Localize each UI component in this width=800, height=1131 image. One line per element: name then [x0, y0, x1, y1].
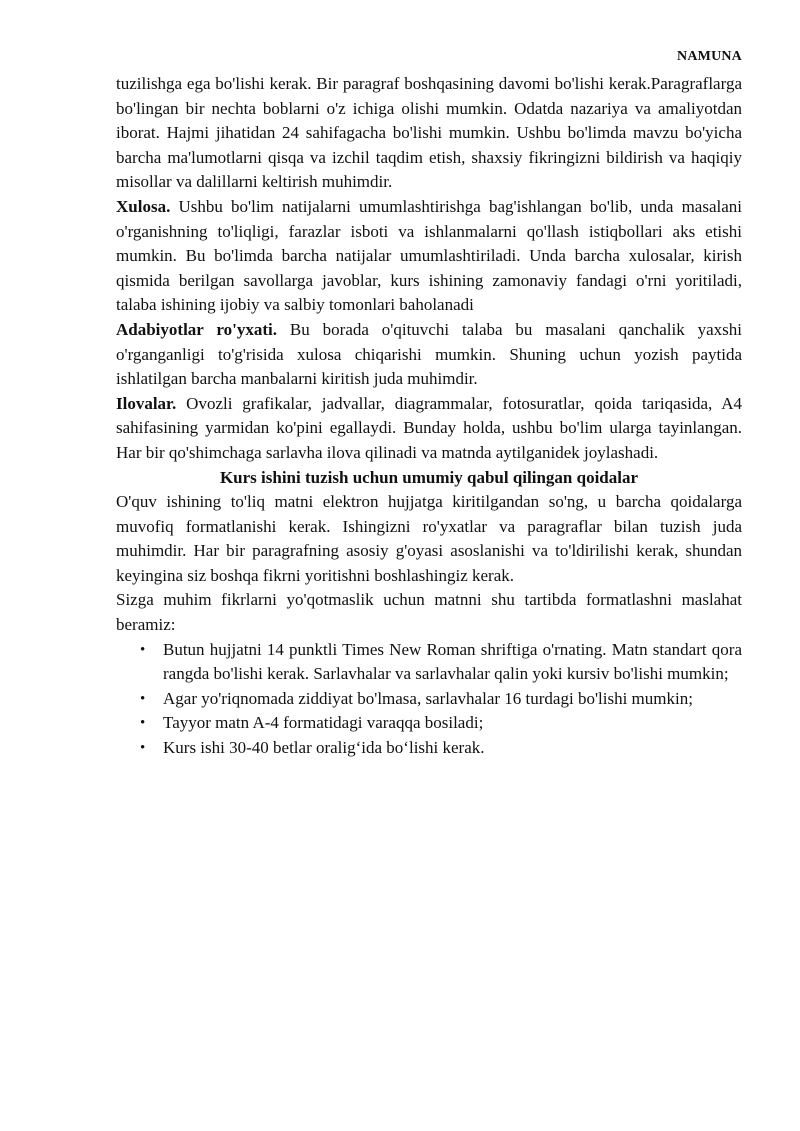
references-lead: Adabiyotlar ro'yxati.: [116, 319, 278, 339]
references-paragraph: [116, 318, 742, 392]
intro-paragraph: O'quv ishining to'liq matni elektron hujjatga kiritilgandan so'ng, u barcha qoidalarga muvofiq formatlanishi kerak. Ishingizni ro'yxatlar va paragraflar bilan tuzish juda muhimdir. Har bir paragrafning asosiy g'oyasi asoslanishi va to'ldirilishi kerak, shundan keyingina siz boshqa fikrni yoritishni boshlashingiz kerak.: [116, 492, 742, 585]
bullet-icon: •: [140, 641, 146, 658]
list-item: [116, 711, 742, 736]
conclusion-text: Ushbu bo'lim natijalarni umumlashtirishga bag'ishlangan bo'lib, unda masalani o'rganishning to'liqligi, farazlar isboti va ishlanmalarni qo'llash istiqbollari aks etishi mumkin. Bu bo'limda barcha natijalar umumlashtiriladi. Unda barcha xulosalar, kirish qismida berilgan savollarga javoblar, kurs ishining zamonaviy fandagi o'rni yoritiladi, talaba ishining ijobiy va salbiy tomonlari baholanadi: [116, 196, 742, 315]
document-page: [116, 46, 742, 761]
advice-paragraph: Sizga muhim fikrlarni yo'qotmaslik uchun matnni shu tartibda formatlashni maslahat beramiz:: [116, 590, 742, 635]
list-item: [116, 687, 742, 712]
list-item: [116, 638, 742, 687]
appendix-lead: Ilovalar.: [116, 393, 177, 413]
list-item-text: Butun hujjatni 14 punktli Times New Roman shriftiga o'rnating. Matn standart qora rangda bo'lishi kerak. Sarlavhalar va sarlavhalar qalin yoki kursiv bo'lishi mumkin;: [163, 639, 742, 684]
references-text: Bu borada o'qituvchi talaba bu masalani qanchalik yaxshi o'rganganligi to'g'risida xulosa chiqarishi mumkin. Shuning uchun yozish paytida ishlatilgan barcha manbalarni kiritish juda muhimdir.: [116, 319, 742, 389]
bullet-icon: •: [140, 740, 146, 757]
conclusion-lead: Xulosa.: [116, 196, 171, 216]
list-item-text: Tayyor matn A-4 formatidagi varaqqa bosiladi;: [163, 713, 484, 733]
list-item: [116, 736, 742, 761]
bullet-icon: •: [140, 690, 146, 707]
rules-list: [116, 638, 742, 761]
appendix-text: Ovozli grafikalar, jadvallar, diagrammalar, fotosuratlar, qoida tariqasida, A4 sahifasining yarmidan ko'pini egallaydi. Bunday holda, ushbu bo'lim ularga tayinlangan. Har bir qo'shimchaga sarlavha ilova qilinadi va matnda aytilganidek joylashadi.: [116, 393, 742, 462]
body-paragraph: tuzilishga ega bo'lishi kerak. Bir paragraf boshqasining davomi bo'lishi kerak.Paragraflarga bo'lingan bir nechta boblarni o'z ichiga olishi mumkin. Odatda nazariya va amaliyotdan iborat. Hajmi jihatidan 24 sahifagacha bo'lishi mumkin. Ushbu bo'limda mavzu bo'yicha barcha ma'lumotlarni qisqa va izchil taqdim etish, shaxsiy fikringizni bildirish va haqiqiy misollar va dalillarni keltirish muhimdir.: [116, 74, 742, 192]
list-item-text: Kurs ishi 30-40 betlar oralig‘ida bo‘lishi kerak.: [163, 738, 485, 758]
bullet-icon: •: [140, 715, 146, 732]
appendix-paragraph: [116, 392, 742, 466]
page-header: NAMUNA: [677, 49, 742, 64]
section-heading: Kurs ishini tuzish uchun umumiy qabul qilingan qoidalar: [219, 467, 639, 487]
conclusion-paragraph: [116, 195, 742, 318]
list-item-text: Agar yo'riqnomada ziddiyat bo'lmasa, sarlavhalar 16 turdagi bo'lishi mumkin;: [163, 688, 693, 708]
